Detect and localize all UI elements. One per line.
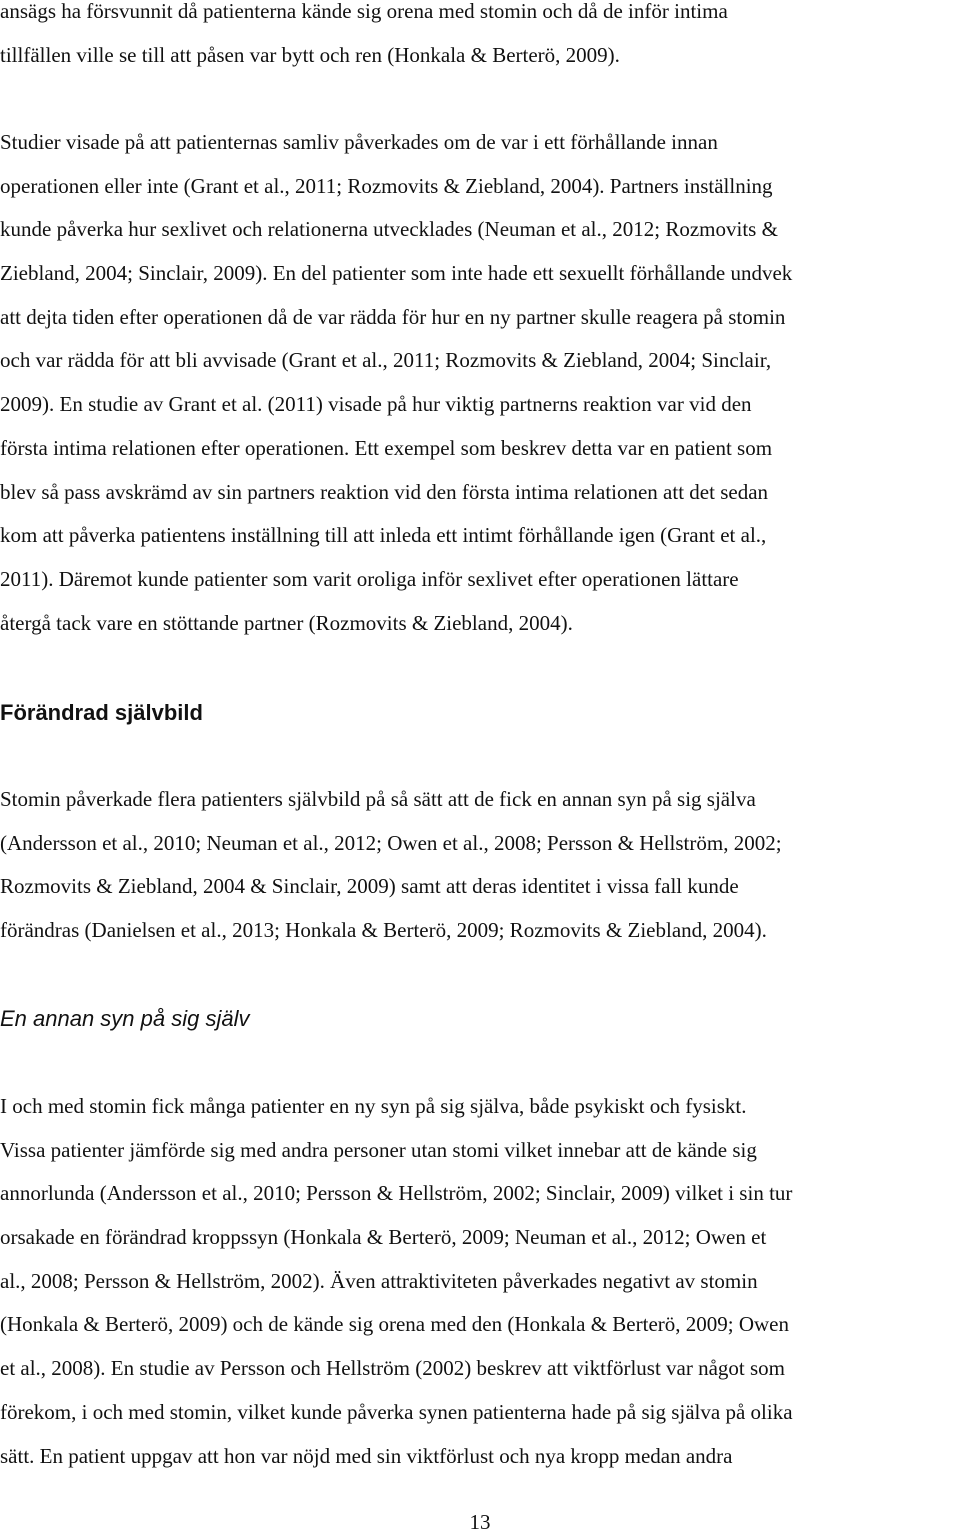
subsection-heading: En annan syn på sig själv — [0, 1006, 250, 1031]
text-line: blev så pass avskrämd av sin partners reaktion vid den första intima relationen att det sedan — [0, 479, 769, 504]
text-line: operationen eller inte (Grant et al., 2011; Rozmovits & Ziebland, 2004). Partners inställning — [0, 173, 773, 198]
text-line: ansägs ha försvunnit då patienterna kände sig orena med stomin och då de inför intima — [0, 0, 728, 23]
text-line: Rozmovits & Ziebland, 2004 & Sinclair, 2009) samt att deras identitet i vissa fall kunde — [0, 874, 739, 899]
text-line: Stomin påverkade flera patienters självbild på så sätt att de fick en annan syn på sig själva — [0, 787, 756, 811]
text-line: orsakade en förändrad kroppssyn (Honkala & Berterö, 2009; Neuman et al., 2012; Owen et — [0, 1225, 767, 1250]
text-line: Studier visade på att patienternas samliv påverkades om de var i ett förhållande innan — [0, 130, 718, 154]
text-line: förändras (Danielsen et al., 2013; Honkala & Berterö, 2009; Rozmovits & Ziebland, 2004). — [0, 918, 767, 943]
text-line: och var rädda för att bli avvisade (Grant et al., 2011; Rozmovits & Ziebland, 2004; Sinclair, — [0, 348, 772, 373]
text-line: kom att påverka patientens inställning till att inleda ett intimt förhållande igen (Grant et al., — [0, 523, 767, 548]
text-line: et al., 2008). En studie av Persson och Hellström (2002) beskrev att viktförlust var något som — [0, 1356, 786, 1381]
paragraph-continuation — [0, 0, 960, 77]
text-line: 2011). Däremot kunde patienter som varit oroliga inför sexlivet efter operationen lättare — [0, 566, 739, 591]
text-line: annorlunda (Andersson et al., 2010; Persson & Hellström, 2002; Sinclair, 2009) vilket i sin tur — [0, 1181, 793, 1206]
text-line: att dejta tiden efter operationen då de var rädda för hur en ny partner skulle reagera på stomin — [0, 304, 786, 329]
page-number: 13 — [469, 1510, 491, 1534]
text-line: (Andersson et al., 2010; Neuman et al., 2012; Owen et al., 2008; Persson & Hellström, 2002; — [0, 830, 782, 855]
text-line: sätt. En patient uppgav att hon var nöjd med sin viktförlust och nya kropp medan andra — [0, 1443, 733, 1468]
text-line: 2009). En studie av Grant et al. (2011) visade på hur viktig partnerns reaktion var vid den — [0, 392, 752, 417]
text-line: återgå tack vare en stöttande partner (Rozmovits & Ziebland, 2004). — [0, 610, 573, 635]
text-line: första intima relationen efter operationen. Ett exempel som beskrev detta var en patient som — [0, 435, 773, 460]
paragraph-self-image — [0, 778, 960, 953]
paragraph-new-view — [0, 1085, 960, 1478]
section-heading: Förändrad självbild — [0, 700, 203, 725]
text-line: al., 2008; Persson & Hellström, 2002). Även attraktiviteten påverkades negativt av stomin — [0, 1268, 758, 1293]
text-line: I och med stomin fick många patienter en ny syn på sig själva, både psykiskt och fysiskt. — [0, 1094, 747, 1118]
paragraph-sexual-life — [0, 121, 960, 645]
text-line: förekom, i och med stomin, vilket kunde påverka synen patienterna hade på sig själva på olika — [0, 1399, 793, 1424]
text-line: Vissa patienter jämförde sig med andra personer utan stomi vilket innebar att de kände sig — [0, 1137, 757, 1162]
text-line: Ziebland, 2004; Sinclair, 2009). En del patienter som inte hade ett sexuellt förhållande undvek — [0, 261, 793, 286]
text-line: (Honkala & Berterö, 2009) och de kände sig orena med den (Honkala & Berterö, 2009; Owen — [0, 1312, 790, 1337]
text-line: kunde påverka hur sexlivet och relationerna utvecklades (Neuman et al., 2012; Rozmovits & — [0, 217, 778, 242]
text-line: tillfällen ville se till att påsen var bytt och ren (Honkala & Berterö, 2009). — [0, 42, 620, 67]
